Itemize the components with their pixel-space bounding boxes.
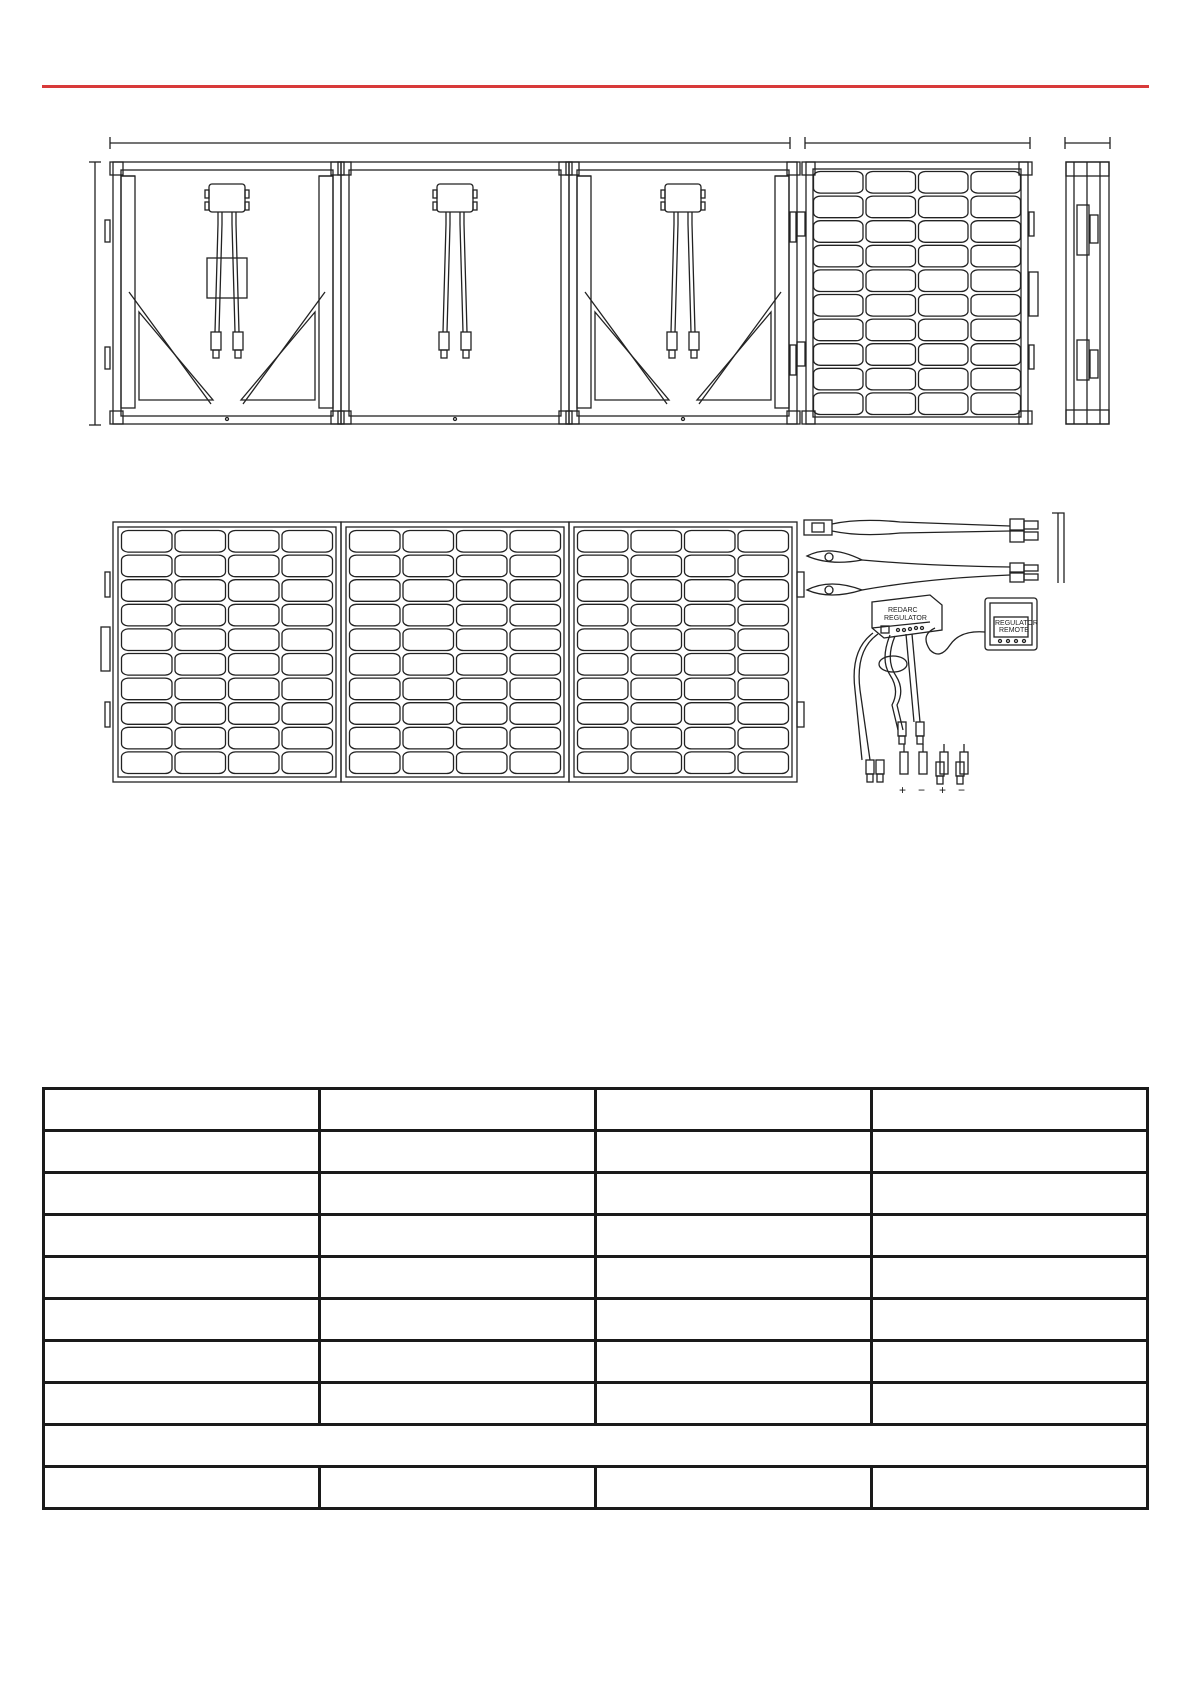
solar-cell xyxy=(971,319,1021,341)
front-cell-grid-3 xyxy=(578,531,789,774)
polarity-labels xyxy=(899,783,965,797)
solar-cell xyxy=(578,629,629,651)
solar-cell xyxy=(229,727,280,749)
solar-cell xyxy=(175,604,226,626)
solar-cell xyxy=(738,531,789,553)
solar-cell xyxy=(457,629,508,651)
solar-cell xyxy=(866,245,916,267)
solar-cell xyxy=(350,531,401,553)
solar-cell xyxy=(631,531,682,553)
table-cell xyxy=(44,1131,320,1173)
polarity-plus-2: + xyxy=(939,783,947,797)
solar-cell xyxy=(866,221,916,243)
table-row xyxy=(44,1215,1148,1257)
solar-cell xyxy=(175,703,226,725)
solar-cell xyxy=(403,703,454,725)
solar-cell xyxy=(229,580,280,602)
table-cell xyxy=(320,1257,596,1299)
mc4-connector xyxy=(866,760,874,774)
table-cell xyxy=(596,1467,872,1509)
table-cell xyxy=(44,1173,320,1215)
solar-cell xyxy=(919,245,969,267)
polarity-minus-1: − xyxy=(918,783,926,797)
specification-table xyxy=(42,1087,1149,1510)
table-cell xyxy=(872,1215,1148,1257)
solar-cell xyxy=(510,678,561,700)
battery-clamp-lead xyxy=(807,551,1038,595)
solar-cell xyxy=(631,604,682,626)
table-cell xyxy=(872,1173,1148,1215)
solar-cell xyxy=(685,531,736,553)
mc4-connector xyxy=(916,722,924,736)
table-cell xyxy=(596,1215,872,1257)
table-cell xyxy=(596,1383,872,1425)
front-view-folded xyxy=(790,137,1038,424)
solar-cell xyxy=(282,580,333,602)
table-cell xyxy=(44,1383,320,1425)
solar-cell xyxy=(350,752,401,774)
solar-cell xyxy=(578,752,629,774)
solar-cell xyxy=(971,196,1021,218)
solar-cell xyxy=(738,555,789,577)
solar-cell xyxy=(122,531,173,553)
solar-cell xyxy=(814,344,864,366)
solar-cell xyxy=(685,629,736,651)
front-panel-2 xyxy=(341,522,569,782)
table-row xyxy=(44,1257,1148,1299)
solar-cell xyxy=(510,531,561,553)
table-cell xyxy=(596,1131,872,1173)
solar-cell xyxy=(971,270,1021,292)
regulator-remote xyxy=(926,598,1038,654)
solar-cell xyxy=(403,580,454,602)
table-cell xyxy=(596,1299,872,1341)
table-cell xyxy=(320,1299,596,1341)
solar-cell xyxy=(229,555,280,577)
solar-cell xyxy=(919,295,969,317)
accessories xyxy=(804,513,1064,797)
solar-cell xyxy=(175,678,226,700)
solar-cell xyxy=(350,654,401,676)
solar-cell xyxy=(919,270,969,292)
solar-cell xyxy=(510,604,561,626)
solar-cell xyxy=(578,678,629,700)
solar-cell xyxy=(510,727,561,749)
table-cell xyxy=(872,1131,1148,1173)
solar-cell xyxy=(457,604,508,626)
solar-cell xyxy=(122,604,173,626)
solar-cell xyxy=(685,727,736,749)
solar-cell xyxy=(122,727,173,749)
solar-cell xyxy=(631,555,682,577)
table-cell xyxy=(872,1383,1148,1425)
solar-cell xyxy=(457,703,508,725)
solar-cell xyxy=(578,555,629,577)
front-view-unfolded xyxy=(101,522,804,782)
solar-cell xyxy=(631,629,682,651)
regulator-label-2: REGULATOR xyxy=(884,615,927,622)
table-row-full-width xyxy=(44,1425,1148,1467)
back-panel-1 xyxy=(105,162,344,424)
solar-cell xyxy=(282,752,333,774)
table-row xyxy=(44,1467,1148,1509)
side-view-folded xyxy=(1065,137,1110,424)
table-cell xyxy=(320,1089,596,1131)
solar-cell xyxy=(403,531,454,553)
polarity-minus-2: − xyxy=(958,783,966,797)
solar-cell xyxy=(866,295,916,317)
solar-cell xyxy=(578,703,629,725)
table-row xyxy=(44,1299,1148,1341)
solar-cell xyxy=(866,196,916,218)
table-cell xyxy=(320,1467,596,1509)
solar-cell xyxy=(814,245,864,267)
solar-cell xyxy=(175,531,226,553)
solar-cell xyxy=(457,752,508,774)
table-cell xyxy=(320,1341,596,1383)
back-panel-3 xyxy=(566,162,805,424)
solar-cell xyxy=(510,752,561,774)
solar-cell xyxy=(919,172,969,194)
solar-cell xyxy=(175,752,226,774)
solar-cell xyxy=(578,580,629,602)
solar-cell xyxy=(971,393,1021,415)
table-cell xyxy=(320,1215,596,1257)
front-cell-grid-1 xyxy=(122,531,333,774)
solar-cell xyxy=(866,368,916,390)
table-row xyxy=(44,1089,1148,1131)
solar-cell xyxy=(685,654,736,676)
solar-cell xyxy=(814,221,864,243)
solar-cell xyxy=(919,393,969,415)
solar-cell xyxy=(122,629,173,651)
table-cell xyxy=(320,1173,596,1215)
solar-cell xyxy=(350,629,401,651)
table-cell xyxy=(44,1425,1148,1467)
table-cell xyxy=(44,1299,320,1341)
solar-cell xyxy=(814,172,864,194)
solar-cell xyxy=(457,555,508,577)
solar-cell xyxy=(510,555,561,577)
back-view-unfolded xyxy=(89,137,805,425)
solar-cell xyxy=(631,727,682,749)
solar-cell xyxy=(578,654,629,676)
solar-cell xyxy=(738,727,789,749)
table-cell xyxy=(44,1341,320,1383)
solar-cell xyxy=(175,629,226,651)
solar-cell xyxy=(403,727,454,749)
solar-cell xyxy=(919,319,969,341)
solar-cell xyxy=(175,654,226,676)
solar-cell xyxy=(685,555,736,577)
solar-cell xyxy=(814,295,864,317)
solar-cell xyxy=(685,678,736,700)
solar-cell xyxy=(971,368,1021,390)
solar-cell xyxy=(814,368,864,390)
solar-cell xyxy=(866,270,916,292)
solar-cell xyxy=(229,604,280,626)
solar-cell xyxy=(403,629,454,651)
solar-cell xyxy=(814,196,864,218)
table-cell xyxy=(872,1299,1148,1341)
solar-cell xyxy=(229,752,280,774)
table-cell xyxy=(320,1383,596,1425)
solar-cell xyxy=(350,555,401,577)
solar-cell xyxy=(631,752,682,774)
table-cell xyxy=(596,1173,872,1215)
solar-cell xyxy=(814,319,864,341)
solar-cell xyxy=(229,531,280,553)
solar-cell xyxy=(631,654,682,676)
solar-cell xyxy=(175,580,226,602)
solar-cell xyxy=(122,678,173,700)
table-cell xyxy=(320,1131,596,1173)
table-cell xyxy=(872,1257,1148,1299)
solar-cell xyxy=(738,752,789,774)
solar-cell xyxy=(510,580,561,602)
mc4-connector xyxy=(900,752,908,774)
solar-cell xyxy=(229,678,280,700)
solar-cell xyxy=(350,580,401,602)
solar-cell xyxy=(403,654,454,676)
solar-cell xyxy=(685,580,736,602)
table-cell xyxy=(44,1467,320,1509)
polarity-plus-1: + xyxy=(899,783,907,797)
solar-cell xyxy=(122,703,173,725)
solar-cell xyxy=(971,245,1021,267)
solar-cell xyxy=(457,727,508,749)
mc4-connector xyxy=(876,760,884,774)
solar-cell xyxy=(738,703,789,725)
regulator-wiring xyxy=(854,633,920,760)
solar-cell xyxy=(122,580,173,602)
solar-cell xyxy=(685,752,736,774)
solar-cell xyxy=(510,703,561,725)
solar-cell xyxy=(282,678,333,700)
solar-cell xyxy=(229,703,280,725)
solar-cell xyxy=(971,344,1021,366)
solar-cell xyxy=(403,555,454,577)
solar-cell xyxy=(631,580,682,602)
solar-cell xyxy=(282,727,333,749)
solar-cell xyxy=(350,727,401,749)
solar-cell xyxy=(866,393,916,415)
solar-cell xyxy=(282,604,333,626)
solar-cell xyxy=(282,654,333,676)
solar-cell xyxy=(971,172,1021,194)
table-cell xyxy=(44,1257,320,1299)
table-cell xyxy=(596,1089,872,1131)
solar-cell xyxy=(282,555,333,577)
solar-cell xyxy=(919,221,969,243)
solar-cell xyxy=(578,604,629,626)
solar-cell xyxy=(631,703,682,725)
solar-cell xyxy=(457,654,508,676)
table-cell xyxy=(44,1089,320,1131)
solar-cell xyxy=(510,629,561,651)
solar-cell xyxy=(738,654,789,676)
table-row xyxy=(44,1131,1148,1173)
solar-cell xyxy=(814,393,864,415)
solar-cell xyxy=(738,629,789,651)
solar-cell xyxy=(685,703,736,725)
solar-cell xyxy=(282,531,333,553)
table-row xyxy=(44,1173,1148,1215)
table-cell xyxy=(596,1341,872,1383)
solar-cell xyxy=(403,604,454,626)
back-panel-2 xyxy=(338,162,572,424)
solar-cell xyxy=(738,604,789,626)
solar-cell xyxy=(971,221,1021,243)
solar-cell xyxy=(738,678,789,700)
front-cell-grid-2 xyxy=(350,531,561,774)
solar-cell xyxy=(122,654,173,676)
regulator xyxy=(872,595,942,638)
solar-cell xyxy=(229,654,280,676)
front-panel-3 xyxy=(569,522,804,782)
front-panel-1 xyxy=(101,522,341,782)
solar-cell xyxy=(282,629,333,651)
solar-cell xyxy=(122,752,173,774)
solar-cell xyxy=(866,172,916,194)
folded-cell-grid xyxy=(814,172,1021,415)
solar-cell xyxy=(814,270,864,292)
solar-cell xyxy=(919,344,969,366)
solar-cell xyxy=(175,727,226,749)
mc4-connectors xyxy=(866,722,968,784)
table-cell xyxy=(872,1089,1148,1131)
solar-cell xyxy=(457,531,508,553)
table-cell xyxy=(44,1215,320,1257)
solar-cell xyxy=(919,368,969,390)
solar-cell xyxy=(457,580,508,602)
solar-cell xyxy=(866,344,916,366)
solar-cell xyxy=(510,654,561,676)
solar-cell xyxy=(350,703,401,725)
solar-cell xyxy=(229,629,280,651)
solar-cell xyxy=(350,678,401,700)
table-row xyxy=(44,1383,1148,1425)
solar-cell xyxy=(971,295,1021,317)
solar-cell xyxy=(122,555,173,577)
remote-label-2: REMOTE xyxy=(999,627,1029,634)
solar-cell xyxy=(403,678,454,700)
solar-cell xyxy=(685,604,736,626)
solar-cell xyxy=(282,703,333,725)
solar-cell xyxy=(578,727,629,749)
table-cell xyxy=(872,1341,1148,1383)
solar-cell xyxy=(175,555,226,577)
table-cell xyxy=(596,1257,872,1299)
table-row xyxy=(44,1341,1148,1383)
remote-label-1: REGULATOR xyxy=(995,620,1038,627)
solar-cell xyxy=(350,604,401,626)
solar-cell xyxy=(738,580,789,602)
solar-cell xyxy=(919,196,969,218)
table-cell xyxy=(872,1467,1148,1509)
solar-cell xyxy=(578,531,629,553)
anderson-plug-lead xyxy=(804,513,1064,583)
solar-cell xyxy=(866,319,916,341)
mc4-connector xyxy=(919,752,927,774)
solar-cell xyxy=(403,752,454,774)
regulator-label-1: REDARC xyxy=(888,607,918,614)
solar-cell xyxy=(457,678,508,700)
solar-cell xyxy=(631,678,682,700)
